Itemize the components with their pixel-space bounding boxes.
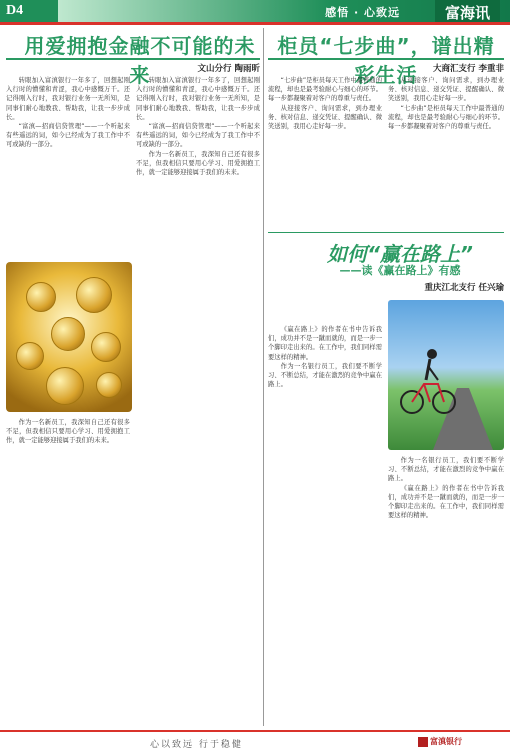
article-c-paragraph: 《赢在路上》的作者在书中告诉我们，成功并不是一蹴而就的，而是一步一个脚印走出来的。在工作中，我们同样需要这样的精神。 [268,326,382,361]
article-b-paragraph: 从迎接客户、询问需求，到办理业务、核对信息、递交凭证、提醒确认、微笑送别，我用心走好每一步。 [268,104,382,131]
article-a-byline: 文山分行 陶雨昕 [197,64,260,74]
article-c-paragraph: 作为一名银行员工，我们要不断学习、不断总结，才能在激烈的竞争中赢在路上。 [268,362,382,389]
page-number: D4 [0,0,58,22]
article-b-paragraph: “七步曲”是柜员每天工作中最普通的流程，却也是最考验耐心与细心的环节。每一步都凝聚着对客户的尊重与责任。 [388,104,504,131]
article-a-paragraph: 转眼加入富滇银行一年多了，回想起刚入行时的懵懂和青涩，我心中感慨万千。还记得刚入行时，我对银行业务一无所知，是同事们耐心地教我、帮助我，让我一步步成长。 [6,77,130,121]
article-a-paragraph: “富滇—招商信贷管理”——一个听起来有些遥远的词，如今已经成为了我工作中不可或缺的一部分。 [6,123,130,149]
article-a-paragraph: “富滇—招商信贷管理”——一个听起来有些遥远的词，如今已经成为了我工作中不可或缺的一部分。 [136,123,260,149]
article-a-paragraph: 作为一名新员工，我深知自己还有很多不足，但我相信只要用心学习、用爱拥抱工作，就一定能够迎接属于我们的未来。 [6,419,130,445]
article-a-column-1b [6,418,130,726]
section-title: 感悟 · 心致远 [325,6,400,19]
footer-slogan: 心以致远 行于稳健 [150,740,243,750]
footer-logo-text: 富滇银行 [430,737,462,746]
footer-rule [0,730,510,732]
article-a-paragraph: 转眼加入富滇银行一年多了，回想起刚入行时的懵懂和青涩，我心中感慨万千。还记得刚入行时，我对银行业务一无所知，是同事们耐心地教我、帮助我，让我一步步成长。 [136,77,260,121]
article-c-paragraph: 作为一名银行员工，我们要不断学习、不断总结，才能在激烈的竞争中赢在路上。 [388,457,504,483]
article-a-column-1 [6,76,130,256]
article-b-byline: 大商汇支行 李重非 [433,64,504,74]
article-b-rule [268,58,504,60]
article-b-column-1 [268,76,382,226]
header-rule [0,22,510,25]
article-c-byline: 重庆江北支行 任兴瑜 [424,283,504,293]
bank-logo-icon [418,737,428,747]
article-a-column-2 [136,76,260,726]
article-b-column-2 [388,76,504,226]
article-c-title: 如何“赢在路上” [327,242,473,266]
column-divider [263,28,264,726]
coins-illustration [6,262,132,412]
footer-logo [418,736,462,747]
article-c-column-1 [268,325,382,725]
article-c-paragraph: 《赢在路上》的作者在书中告诉我们，成功并不是一蹴而就的，而是一步一个脚印走出来的。在工作中，我们同样需要这样的精神。 [388,484,504,520]
article-b-title: 柜员“七步曲”，谱出精彩生活 [277,34,495,87]
article-c-column-2 [388,456,504,726]
page-header [0,0,510,22]
article-a-title: 用爱拥抱金融不可能的未来 [24,34,256,87]
article-b-paragraph: 从迎接客户、询问需求，到办理业务、核对信息、递交凭证、提醒确认、微笑送别，我用心走好每一步。 [388,77,504,103]
article-c-rule [268,232,504,233]
article-b-paragraph: “七步曲”是柜员每天工作中最普通的流程，却也是最考验耐心与细心的环节。每一步都凝聚着对客户的尊重与责任。 [268,77,382,103]
cyclist-icon [398,340,458,420]
paper-name: 富海讯 [435,0,500,22]
article-a-paragraph: 作为一名新员工，我深知自己还有很多不足，但我相信只要用心学习、用爱拥抱工作，就一定能够迎接属于我们的未来。 [136,150,260,177]
article-a-rule [6,58,260,60]
article-c-subtitle: ——读《赢在路上》有感 [339,264,461,277]
cyclist-illustration [388,300,504,450]
